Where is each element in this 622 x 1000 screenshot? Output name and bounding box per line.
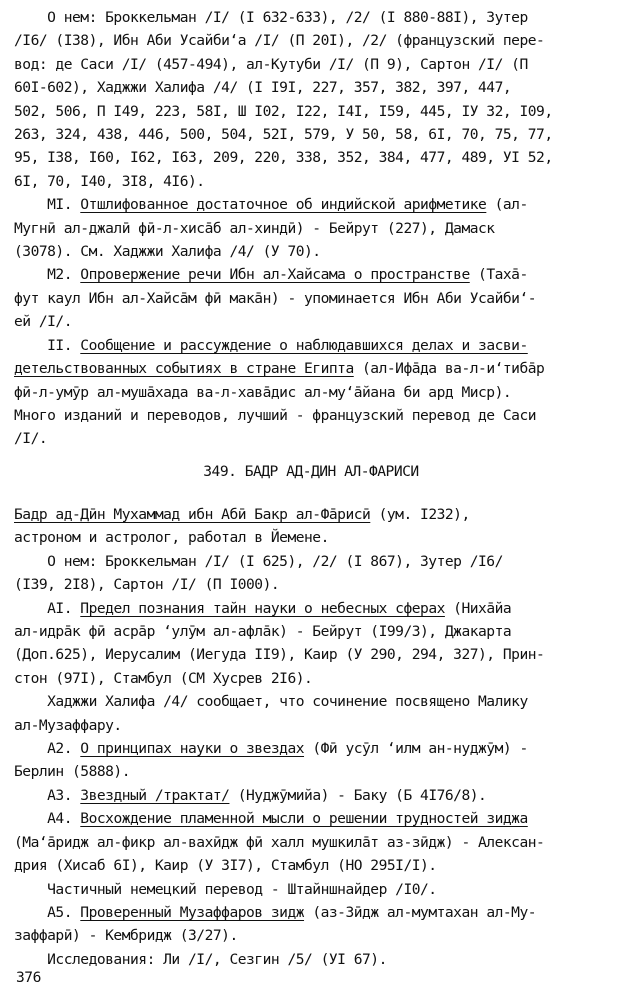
text-line: О нем: Броккельман /I/ (I 625), /2/ (I 867), Зутер /I6/ — [14, 552, 503, 570]
work-m1 — [14, 193, 610, 216]
work-label: MI. — [14, 196, 81, 214]
text-line: (I39, 2I8), Сартон /I/ (П I000). — [14, 576, 280, 594]
text-line: фӣ-л-умӯр ал-муша̄хада ва-л-хава̄дис ал-му‘а̄йана би ард Миср). — [14, 383, 512, 401]
text-line: (аз-Зӣдж ал-мумтахан ал-Му- — [304, 903, 537, 921]
text-line: заффарӣ) - Кембридж (3/27). — [14, 927, 238, 945]
work-a2 — [14, 737, 610, 760]
text-line: дрия (Хисаб 6I), Каир (У 3I7), Стамбул (НО 295I/I). — [14, 857, 437, 875]
work-i1 — [14, 334, 610, 357]
text-line: О нем: Броккельман /I/ (I 632-633), /2/ (I 880-88I), Зутер — [14, 9, 528, 26]
text-line: /I/. — [14, 430, 48, 448]
work-a4 — [14, 807, 610, 830]
text-line: фут каул Ибн ал-Хайса̄м фӣ мака̄н) - упоминается Ибн Аби Усайби‘- — [14, 289, 537, 307]
section-heading: 349. БАДР АД-ДИН АЛ-ФАРИСИ — [203, 463, 419, 480]
text-line: ей /I/. — [14, 313, 73, 331]
work-a1 — [14, 597, 610, 620]
work-title: Предел познания тайн науки о небесных сферах — [80, 599, 445, 617]
text-line: 60I-602), Хаджжи Халифа /4/ (I I9I, 227, 357, 382, 397, 447, — [14, 79, 512, 97]
work-label: AI. — [14, 599, 81, 617]
text-line: Частичный немецкий перевод - Штайншнайдер /I0/. — [14, 880, 437, 898]
scholar-name: Бадр ад-Дӣн Мухаммад ибн Абӣ Бакр ал-Фа̄рисӣ — [14, 506, 371, 523]
work-title: Отшлифованное достаточное об индийской арифметике — [80, 196, 487, 214]
text-line: 95, I38, I60, I62, I63, 209, 220, 338, 352, 384, 477, 489, УI 52, — [14, 149, 553, 167]
text-line: Берлин (5888). — [14, 763, 131, 781]
text-line: (3078). См. Хаджжи Халифа /4/ (У 70). — [14, 243, 321, 261]
text-line: 263, 324, 438, 446, 500, 504, 52I, 579, У 50, 58, 6I, 70, 75, 77, — [14, 126, 553, 144]
text-line: /I6/ (I38), Ибн Аби Усайби‘а /I/ (П 20I), /2/ (французский пере- — [14, 32, 545, 50]
text-line: (ал-Ифа̄да ва-л-и‘тиба̄р — [353, 360, 545, 378]
work-title: О принципах науки о звездах — [80, 740, 305, 758]
text-line: Много изданий и переводов, лучший - французский перевод де Саси — [14, 406, 537, 424]
work-label: A3. — [14, 786, 81, 804]
text-line: Исследования: Ли /I/, Сезгин /5/ (УI 67). — [14, 950, 387, 968]
work-a3 — [14, 784, 610, 807]
text-line: ал-Музаффару. — [14, 716, 122, 734]
text-line: вод: де Саси /I/ (457-494), ал-Кутуби /I/ (П 9), Сартон /I/ (П — [14, 55, 528, 73]
text-line: (Ма‘а̄ридж ал-фикр ал-вахӣдж фӣ халл мушкила̄т аз-зӣдж) - Алексан- — [14, 833, 545, 851]
text-line: (ум. I232), — [370, 506, 470, 523]
work-label: II. — [14, 336, 81, 354]
work-label: M2. — [14, 266, 81, 284]
text-line: 502, 506, П I49, 223, 58I, Ш I02, I22, I4I, I59, 445, IУ 32, I09, — [14, 102, 553, 120]
bio-line — [14, 503, 610, 526]
entry-continuation — [14, 6, 610, 451]
entry-349 — [14, 503, 610, 971]
work-title: Звездный /трактат/ — [80, 786, 230, 804]
text-line: (Таха̄- — [469, 266, 528, 284]
text-line: ал-идра̄к фӣ асра̄р ‘улӯм ал-афла̄к) - Бейрут (I99/3), Джакарта — [14, 623, 512, 641]
work-label: A2. — [14, 740, 81, 758]
text-line: Хаджжи Халифа /4/ сообщает, что сочинение посвящено Малику — [14, 693, 528, 711]
text-line: (Доп.625), Иерусалим (Иегуда II9), Каир (У 290, 294, 327), Прин- — [14, 646, 545, 664]
work-title: Восхождение пламенной мысли о решении трудностей зиджа — [80, 810, 528, 828]
work-title: Опровержение речи Ибн ал-Хайсама о пространстве — [80, 266, 470, 284]
work-i1-line2 — [14, 357, 610, 380]
work-label: A5. — [14, 903, 81, 921]
work-m2 — [14, 263, 610, 286]
page-number: 376 — [16, 969, 41, 986]
work-a5 — [14, 901, 610, 924]
text-line: (Нуджӯмийа) - Баку (Б 4I76/8). — [229, 786, 487, 804]
text-line: (Фӣ усӯл ‘илм ан-нуджӯм) - — [304, 740, 528, 758]
text-line: (Ниха̄йа — [444, 599, 512, 617]
text-line: астроном и астролог, работал в Йемене. — [14, 529, 329, 547]
work-title: Сообщение и рассуждение о наблюдавшихся делах и засви- — [80, 336, 528, 354]
text-line: (ал- — [486, 196, 528, 214]
text-line: 6I, 70, I40, 3I8, 4I6). — [14, 172, 205, 190]
work-title: Проверенный Музаффаров зидж — [80, 903, 305, 921]
text-line: стон (97I), Стамбул (СМ Хусрев 2I6). — [14, 669, 313, 687]
text-line: Мугнӣ ал-джалӣ фӣ-л-хиса̄б ал-хиндӣ) - Бейрут (227), Дамаск — [14, 219, 495, 237]
work-title: детельствованных событиях в стране Египта — [14, 360, 354, 378]
work-label: A4. — [14, 810, 81, 828]
